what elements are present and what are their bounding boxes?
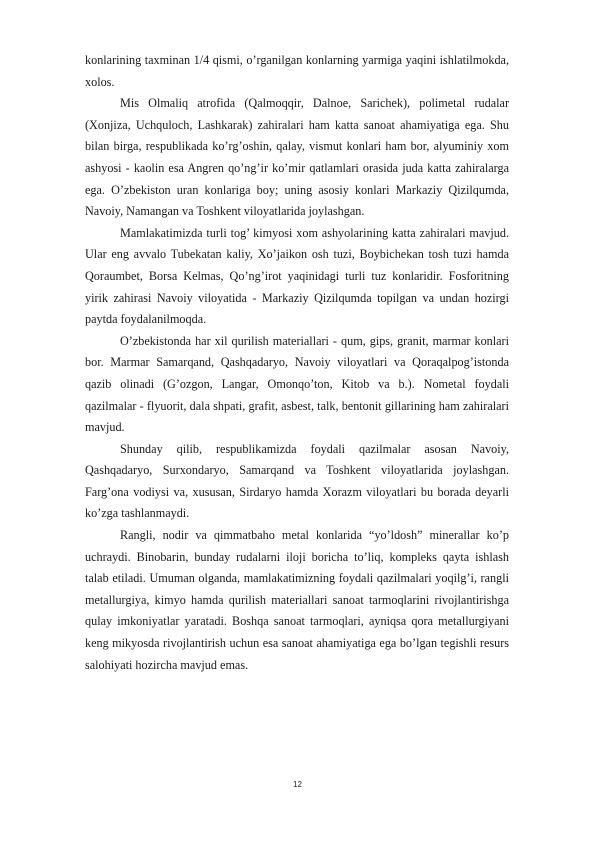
document-body [85, 50, 509, 676]
paragraph-regional-distribution: Shunday qilib, respublikamizda foydali qazilmalar asosan Navoiy, Qashqadaryo, Surxondaryo, Samarqand va Toshkent viloyatlarida joylashgan. Farg’ona vodiysi va, xususan, Sirdaryo hamda Xorazm viloyatlari bu borada deyarli ko’zga tashlanmaydi. [85, 441, 509, 521]
paragraph-rare-metals: Rangli, nodir va qimmatbaho metal konlarida “yo’ldosh” minerallar ko’p uchraydi. Binobarin, bunday rudalarni iloji boricha to’liq, kompleks qayta ishlash talab etiladi. Umuman olganda, mamlakatimizning foydali qazilmalari yoqilg’i, rangli metallurgiya, kimyo hamda qurilish materiallari sanoat tarmoqlarini rivojlantirishga qulay imkoniyatlar yaratadi. Boshqa sanoat tarmoqlari, ayniqsa qora metallurgiyani keng mikyosda rivojlantirish uchun esa sanoat ahamiyatiga ega bo’lgan tegishli resurs salohiyati hozircha mavjud emas. [85, 528, 509, 672]
page-number: 12 [293, 780, 302, 789]
paragraph-copper-polymetal: Mis Olmaliq atrofida (Qalmoqqir, Dalnoe, Sarichek), polimetal rudalar (Xonjiza, Uchquloch, Lashkarak) zahiralari ham katta sanoat ahamiyatiga ega. Shu bilan birga, respublikada ko’rg’oshin, qalay, vismut konlari ham bor, alyuminiy xom ashyosi - kaolin esa Angren qo’ng’ir ko’mir qatlamlari orasida juda katta zahiralarga ega. O’zbekiston uran konlariga boy; uning asosiy konlari Markaziy Qizilqumda, Navoiy, Namangan va Toshkent viloyatlarida joylashgan. [85, 96, 509, 219]
paragraph-building-materials: O’zbekistonda har xil qurilish materiallari - qum, gips, granit, marmar konlari bor. Marmar Samarqand, Qashqadaryo, Navoiy viloyatlari va Qoraqalpog’istonda qazib olinadi (G’ozgon, Langar, Omonqo’ton, Kitob va b.). Nometal foydali qazilmalar - flyuorit, dala shpati, grafit, asbest, talk, bentonit gillarining ham zahiralari mavjud. [85, 333, 509, 435]
paragraph-continuation: konlarining taxminan 1/4 qismi, o’rganilgan konlarning yarmiga yaqini ishlatilmokda, xolos. [85, 53, 509, 89]
paragraph-mining-chemistry: Mamlakatimizda turli tog’ kimyosi xom ashyolarining katta zahiralari mavjud. Ular eng avvalo Tubekatan kaliy, Xo’jaikon osh tuzi, Boybichekan tosh tuzi hamda Qoraumbet, Borsa Kelmas, Qo’ng’irot yaqinidagi turli tuz konlaridir. Fosforitning yirik zahirasi Navoiy viloyatida - Markaziy Qizilqumda topilgan va undan hozirgi paytda foydalanilmoqda. [85, 225, 509, 327]
